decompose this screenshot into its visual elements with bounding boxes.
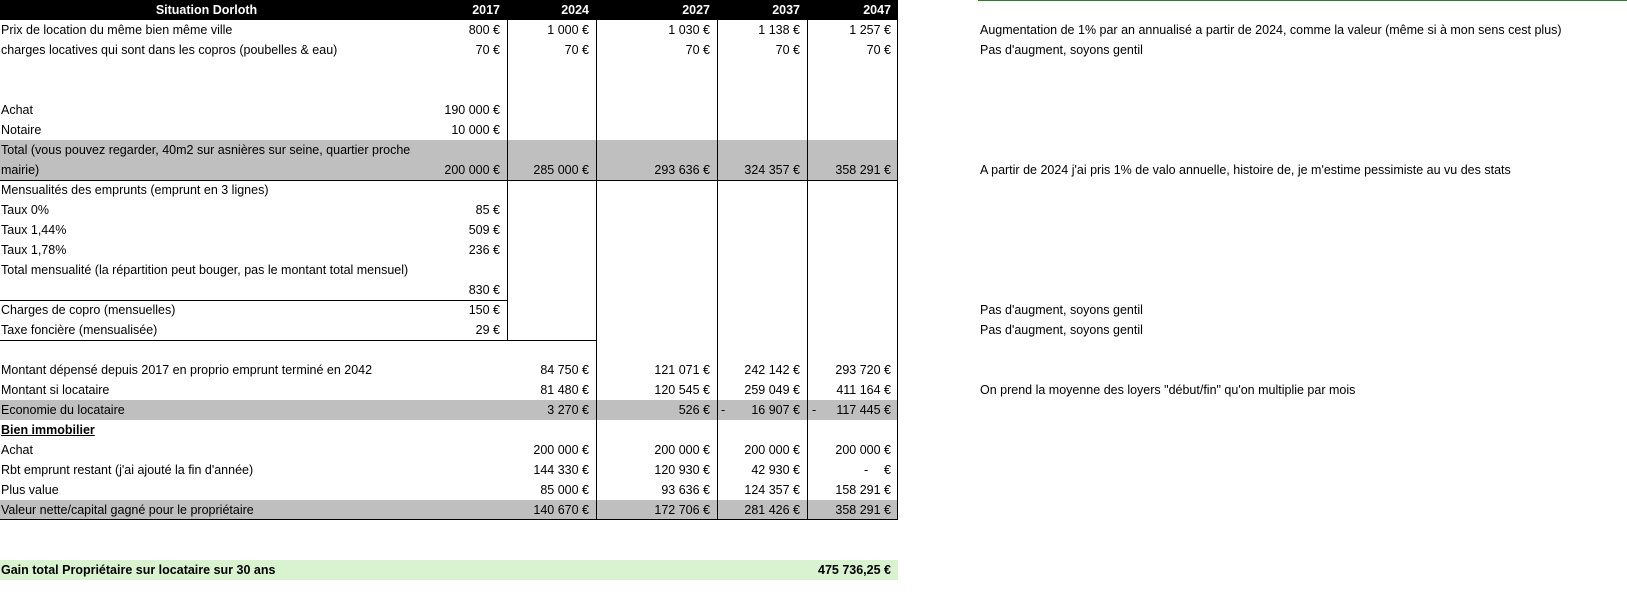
row-label-rbt-emprunt[interactable]: Rbt emprunt restant (j'ai ajouté la fin d'année) (1, 463, 254, 477)
row-label-total[interactable]: Total (vous pouvez regarder, 40m2 sur asnières sur seine, quartier proche mairie) (1, 143, 411, 177)
cell-rbt-emprunt-2037[interactable]: 42 930 € (751, 463, 800, 477)
row-label-montant-depense[interactable]: Montant dépensé depuis 2017 en proprio emprunt terminé en 2042 (1, 363, 373, 377)
row-label-charges-locatives[interactable]: charges locatives qui sont dans les copros (poubelles & eau) (1, 43, 338, 57)
cell-rbt-emprunt-2024[interactable]: 144 330 € (533, 463, 589, 477)
cell-montant-depense-2027[interactable]: 121 071 € (654, 363, 710, 377)
cell-charges-locatives-2017[interactable]: 70 € (475, 43, 500, 57)
cell-total-mensualite-2017[interactable]: 830 € (468, 283, 500, 297)
cell-taux-178-2017[interactable]: 236 € (468, 243, 500, 257)
year-2027-header[interactable]: 2027 (682, 3, 710, 17)
cell-achat-bien-2047[interactable]: 200 000 € (835, 443, 891, 457)
row-label-mensualites[interactable]: Mensualités des emprunts (emprunt en 3 lignes) (1, 183, 269, 197)
cell-prix-location-2037[interactable]: 1 138 € (758, 23, 800, 37)
row-label-taxe-fonciere[interactable]: Taxe foncière (mensualisée) (1, 323, 158, 337)
cell-taxe-fonciere-2017[interactable]: 29 € (475, 323, 500, 337)
border (0, 340, 596, 341)
cell-charges-locatives-2024[interactable]: 70 € (564, 43, 589, 57)
year-2047-header[interactable]: 2047 (863, 3, 891, 17)
cell-economie-2024[interactable]: 3 270 € (547, 403, 589, 417)
cell-economie-2047[interactable]: 117 445 € (836, 403, 891, 417)
cell-total-2017[interactable]: 200 000 € (444, 163, 500, 177)
row-label-gain-total[interactable]: Gain total Propriétaire sur locataire sur 30 ans (1, 563, 276, 577)
cell-charges-locatives-2027[interactable]: 70 € (685, 43, 710, 57)
row-label-taux-178[interactable]: Taux 1,78% (1, 243, 67, 257)
cell-charges-locatives-2047[interactable]: 70 € (866, 43, 891, 57)
cell-prix-location-2017[interactable]: 800 € (468, 23, 500, 37)
cell-charges-locatives-2037[interactable]: 70 € (775, 43, 800, 57)
cell-rbt-emprunt-2027[interactable]: 120 930 € (654, 463, 710, 477)
cell-valeur-nette-2047[interactable]: 358 291 € (835, 503, 891, 517)
cell-montant-depense-2024[interactable]: 84 750 € (540, 363, 589, 377)
row-label-montant-locataire[interactable]: Montant si locataire (1, 383, 110, 397)
row-label-valeur-nette[interactable]: Valeur nette/capital gagné pour le propriétaire (1, 503, 254, 517)
cell-montant-depense-2047[interactable]: 293 720 € (835, 363, 891, 377)
cell-plus-value-2037[interactable]: 124 357 € (744, 483, 800, 497)
row-label-notaire[interactable]: Notaire (1, 123, 42, 137)
cell-plus-value-2047[interactable]: 158 291 € (835, 483, 891, 497)
note-pas-augment-taxe[interactable]: Pas d'augment, soyons gentil (980, 323, 1143, 337)
cell-plus-value-2027[interactable]: 93 636 € (661, 483, 710, 497)
cell-gain-total[interactable]: 475 736,25 € (818, 563, 891, 577)
year-2037-header[interactable]: 2037 (772, 3, 800, 17)
cell-achat-bien-2027[interactable]: 200 000 € (654, 443, 710, 457)
row-label-prix-location[interactable]: Prix de location du même bien même ville (1, 23, 233, 37)
row-label-plus-value[interactable]: Plus value (1, 483, 59, 497)
cell-montant-locataire-2027[interactable]: 120 545 € (654, 383, 710, 397)
cell-montant-locataire-2047[interactable]: 411 164 € (836, 383, 891, 397)
note-moyenne-loyers[interactable]: On prend la moyenne des loyers "début/fin" qu'on multiplie par mois (980, 383, 1356, 397)
year-2024-header[interactable]: 2024 (561, 3, 589, 17)
cell-prix-location-2024[interactable]: 1 000 € (547, 23, 589, 37)
row-label-charges-copro[interactable]: Charges de copro (mensuelles) (1, 303, 176, 317)
section-heading-bien-immobilier[interactable]: Bien immobilier (1, 423, 95, 437)
cell-valeur-nette-2027[interactable]: 172 706 € (654, 503, 710, 517)
cell-economie-2027[interactable]: 526 € (678, 403, 710, 417)
row-label-total-mensualite[interactable]: Total mensualité (la répartition peut bouger, pas le montant total mensuel) (1, 263, 409, 277)
cell-montant-depense-2037[interactable]: 242 142 € (744, 363, 800, 377)
cell-achat-bien-2024[interactable]: 200 000 € (533, 443, 589, 457)
cell-total-2027[interactable]: 293 636 € (654, 163, 710, 177)
cell-achat-2017[interactable]: 190 000 € (444, 103, 500, 117)
row-label-taux-144[interactable]: Taux 1,44% (1, 223, 67, 237)
cell-plus-value-2024[interactable]: 85 000 € (540, 483, 589, 497)
row-label-achat[interactable]: Achat (1, 103, 33, 117)
zero-dash-2047: - (864, 463, 869, 477)
cell-montant-locataire-2024[interactable]: 81 480 € (540, 383, 589, 397)
cell-prix-location-2027[interactable]: 1 030 € (668, 23, 710, 37)
cell-valeur-nette-2037[interactable]: 281 426 € (744, 503, 800, 517)
cell-total-2047[interactable]: 358 291 € (835, 163, 891, 177)
selection-edge (978, 0, 1627, 1)
cell-economie-2037[interactable]: 16 907 € (751, 403, 800, 417)
sheet-title[interactable]: Situation Dorloth (155, 3, 258, 17)
note-pas-augment-charges[interactable]: Pas d'augment, soyons gentil (980, 43, 1143, 57)
row-label-taux-0[interactable]: Taux 0% (1, 203, 49, 217)
cell-total-2037[interactable]: 324 357 € (744, 163, 800, 177)
cell-prix-location-2047[interactable]: 1 257 € (849, 23, 891, 37)
note-augmentation[interactable]: Augmentation de 1% par an annualisé a partir de 2024, comme la valeur (même si à mon sens cest plus) (980, 23, 1562, 37)
cell-rbt-emprunt-2047[interactable]: € (884, 463, 891, 477)
negative-sign-2037: - (721, 403, 726, 417)
note-pas-augment-copro[interactable]: Pas d'augment, soyons gentil (980, 303, 1143, 317)
cell-taux-144-2017[interactable]: 509 € (468, 223, 500, 237)
row-label-achat-bien[interactable]: Achat (1, 443, 33, 457)
row-label-economie[interactable]: Economie du locataire (1, 403, 125, 417)
year-2017-header[interactable]: 2017 (472, 3, 500, 17)
cell-montant-locataire-2037[interactable]: 259 049 € (744, 383, 800, 397)
negative-sign-2047: - (812, 403, 817, 417)
note-valo-annuelle[interactable]: A partir de 2024 j'ai pris 1% de valo annuelle, histoire de, je m'estime pessimiste au vu des stats (980, 163, 1511, 177)
cell-taux-0-2017[interactable]: 85 € (475, 203, 500, 217)
cell-achat-bien-2037[interactable]: 200 000 € (744, 443, 800, 457)
cell-valeur-nette-2024[interactable]: 140 670 € (533, 503, 589, 517)
cell-notaire-2017[interactable]: 10 000 € (451, 123, 500, 137)
cell-charges-copro-2017[interactable]: 150 € (468, 303, 500, 317)
cell-total-2024[interactable]: 285 000 € (533, 163, 589, 177)
